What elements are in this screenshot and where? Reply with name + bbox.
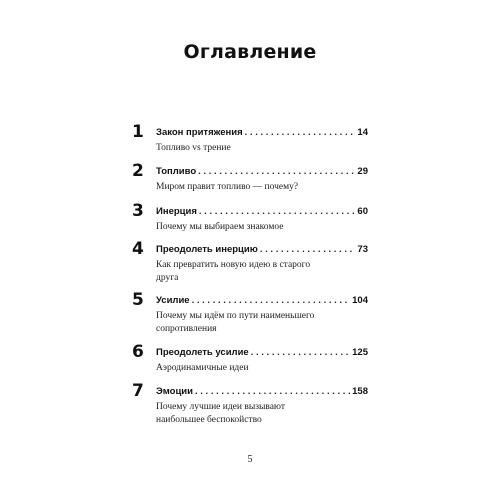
chapter-subtitle: Как превратить новую идею в старого друга	[156, 260, 311, 283]
chapter-title: Топливо	[156, 166, 197, 177]
chapter-number: 1	[132, 122, 144, 142]
toc-title-row	[156, 385, 368, 399]
chapter-subtitle: Аэродинамичные идеи	[156, 363, 249, 373]
chapter-subtitle: Миром правит топливо — почему?	[156, 182, 299, 192]
chapter-number: 7	[132, 381, 144, 401]
page-number-footer: 5	[247, 454, 253, 465]
toc-title-row	[156, 165, 368, 179]
chapter-number: 2	[132, 161, 144, 181]
chapter-number: 3	[132, 201, 144, 221]
chapter-title: Преодолеть усилие	[156, 347, 249, 358]
chapter-page-number: 60	[357, 206, 368, 217]
toc-title-row	[156, 126, 368, 140]
chapter-title: Инерция	[156, 206, 197, 217]
chapter-title: Закон притяжения	[156, 127, 243, 138]
chapter-subtitle: Почему мы выбираем знакомое	[156, 222, 284, 232]
leader-dots	[260, 243, 356, 257]
chapter-number: 6	[132, 342, 144, 362]
chapter-title: Эмоции	[156, 386, 193, 397]
chapter-page-number: 73	[357, 244, 368, 255]
chapter-number: 4	[132, 239, 144, 259]
leader-dots	[192, 294, 351, 308]
toc-title-row	[156, 294, 368, 308]
leader-dots	[245, 126, 356, 140]
page-title: Оглавление	[183, 41, 317, 63]
chapter-title: Преодолеть инерцию	[156, 244, 258, 255]
leader-dots	[195, 385, 350, 399]
chapter-subtitle: Топливо vs трение	[156, 143, 231, 153]
chapter-page-number: 158	[352, 386, 368, 397]
chapter-page-number: 104	[352, 295, 368, 306]
chapter-subtitle: Почему лучшие идеи вызывают наибольшее беспокойство	[156, 402, 286, 425]
chapter-subtitle: Почему мы идём по пути наименьшего сопротивления	[156, 311, 315, 334]
toc-title-row	[156, 205, 368, 219]
toc-title-row	[156, 346, 368, 360]
chapter-page-number: 125	[352, 347, 368, 358]
leader-dots	[199, 205, 356, 219]
chapter-number: 5	[132, 290, 144, 310]
chapter-page-number: 29	[357, 166, 368, 177]
chapter-title: Усилие	[156, 295, 190, 306]
chapter-page-number: 14	[357, 127, 368, 138]
leader-dots	[198, 165, 355, 179]
toc-title-row	[156, 243, 368, 257]
leader-dots	[251, 346, 350, 360]
